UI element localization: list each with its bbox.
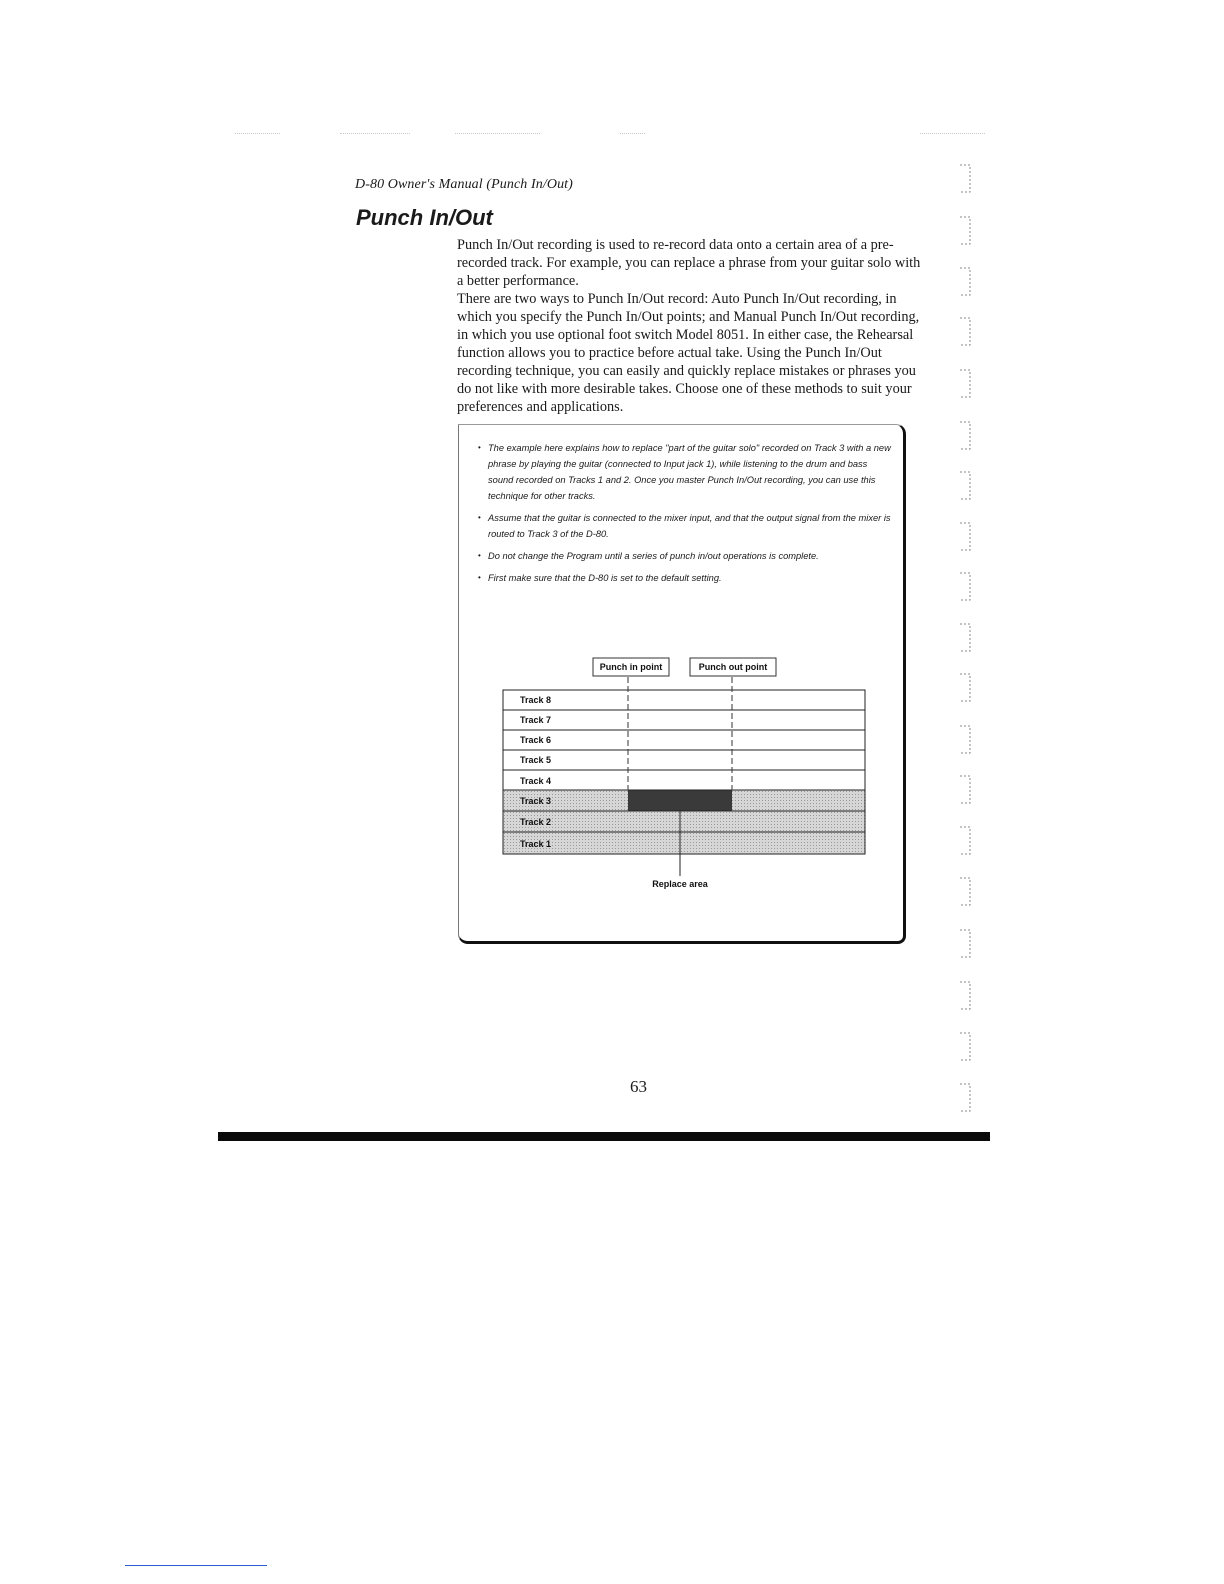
track-label: Track 8	[520, 695, 552, 705]
track-label: Track 2	[520, 817, 552, 827]
binder-tab	[960, 422, 970, 449]
binder-tab	[960, 268, 970, 295]
binder-tab	[960, 674, 970, 701]
binder-tab	[960, 982, 970, 1009]
track-label: Track 5	[520, 755, 552, 765]
scan-artifact	[340, 133, 410, 135]
binder-tab	[960, 318, 970, 345]
track-label: Track 6	[520, 735, 552, 745]
scan-artifact	[455, 133, 540, 135]
binder-tab	[960, 776, 970, 803]
track-label: Track 1	[520, 839, 552, 849]
note-item: • Assume that the guitar is connected to the mixer input, and that the output signal from the mixer is routed to Track 3 of the D-80.	[478, 510, 893, 542]
intro-text	[457, 236, 925, 416]
replace-block	[628, 790, 732, 811]
track-label: Track 7	[520, 715, 552, 725]
binder-tabs	[952, 160, 982, 1120]
replace-area-label: Replace area	[652, 879, 708, 889]
footer-link-underline	[125, 1565, 267, 1566]
section-title: Punch In/Out	[356, 205, 493, 230]
punch-in-label: Punch in point	[599, 662, 663, 672]
binder-tab	[960, 726, 970, 753]
page-number: 63	[630, 1077, 647, 1096]
binder-tab	[960, 827, 970, 854]
binder-tab	[960, 165, 970, 192]
note-item: • The example here explains how to replace "part of the guitar solo" recorded on Track 3 with a new phrase by playing the guitar (connected to Input jack 1), while listening to the drum and bass sound recorded on Tracks 1 and 2. Once you master Punch In/Out recording, you can use this technique for other tracks.	[478, 440, 893, 504]
note-list	[478, 440, 893, 592]
scan-artifact	[620, 133, 645, 135]
binder-tab	[960, 573, 970, 600]
punch-out-label: Punch out point	[698, 662, 768, 672]
page-bottom-rule	[218, 1132, 990, 1141]
binder-tab	[960, 370, 970, 397]
intro-paragraph-2: There are two ways to Punch In/Out record: Auto Punch In/Out recording, in which you specify the Punch In/Out points; and Manual Punch In/Out recording, in which you use optional foot switch Model 8051. In either case, the Rehearsal function allows you to practice before actual take. Using the Punch In/Out recording technique, you can easily and quickly replace mistakes or phrases you do not like with more desirable takes. Choose one of these methods to suit your preferences and applications.	[457, 291, 920, 415]
binder-tab	[960, 930, 970, 957]
binder-tab	[960, 217, 970, 244]
track-label: Track 3	[520, 796, 552, 806]
scan-artifact	[920, 133, 985, 135]
binder-tab	[960, 878, 970, 905]
punch-diagram	[495, 650, 875, 900]
note-item: • First make sure that the D-80 is set to the default setting.	[478, 570, 893, 586]
running-header: D-80 Owner's Manual (Punch In/Out)	[355, 177, 573, 192]
note-item: • Do not change the Program until a series of punch in/out operations is complete.	[478, 548, 893, 564]
binder-tab	[960, 523, 970, 550]
binder-tab	[960, 472, 970, 499]
track-label: Track 4	[520, 776, 552, 786]
intro-paragraph-1: Punch In/Out recording is used to re-record data onto a certain area of a pre-recorded track. For example, you can replace a phrase from your guitar solo with a better performance.	[457, 237, 921, 289]
binder-tab	[960, 1033, 970, 1060]
scan-artifact	[235, 133, 280, 135]
binder-tab	[960, 624, 970, 651]
